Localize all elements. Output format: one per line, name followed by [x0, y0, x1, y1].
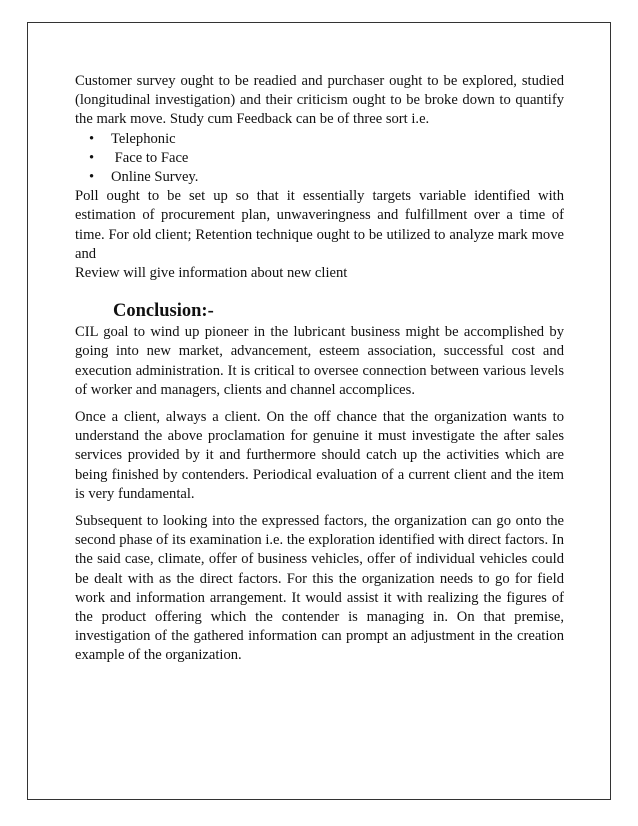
list-item	[89, 130, 564, 149]
document-body	[75, 72, 564, 666]
review-line: Review will give information about new client	[75, 265, 348, 282]
bullet-icon: •	[89, 149, 95, 166]
list-item-label: Telephonic	[111, 130, 176, 147]
conclusion-paragraph-2: Once a client, always a client. On the off chance that the organization wants to understand the above proclamation for genuine it must investigate the after sales services provided by it and furthermore should catch up the activities which are being finished by contenders. Periodical evaluation of a current client and the item is very fundamental.	[75, 409, 564, 502]
conclusion-paragraph-3: Subsequent to looking into the expressed factors, the organization can go onto the second phase of its examination i.e. the exploration identified with direct factors. In the said case, climate, offer of business vehicles, offer of individual vehicles could be dealt with as the direct factors. For this the organization needs to go for field work and information arrangement. It would assist it with realizing the figures of the product offering which the contender is managing in. On that premise, investigation of the gathered information can prompt an adjustment in the creation example of the organization.	[75, 513, 564, 664]
intro-paragraph: Customer survey ought to be readied and purchaser ought to be explored, studied (longitudinal investigation) and their criticism ought to be broke down to quantify the mark move. Study cum Feedback can be of three sort i.e.	[75, 73, 564, 128]
list-item-label: Online Survey.	[111, 169, 199, 186]
bullet-icon: •	[89, 130, 95, 147]
poll-paragraph: Poll ought to be set up so that it essentially targets variable identified with estimation of procurement plan, unwaveringness and fulfillment over a time of time. For old client; Retention technique ought to be utilized to analyze mark move and	[75, 188, 564, 262]
conclusion-paragraph-1: CIL goal to wind up pioneer in the lubricant business might be accomplished by going into new market, advancement, esteem association, successful cost and execution administration. It is critical to oversee connection between various levels of worker and managers, clients and channel accomplices.	[75, 324, 564, 398]
list-item-label: Face to Face	[111, 149, 189, 166]
survey-type-list	[75, 130, 564, 188]
bullet-icon: •	[89, 169, 95, 186]
conclusion-heading: Conclusion:-	[113, 301, 214, 322]
list-item	[89, 149, 564, 168]
list-item	[89, 168, 564, 187]
